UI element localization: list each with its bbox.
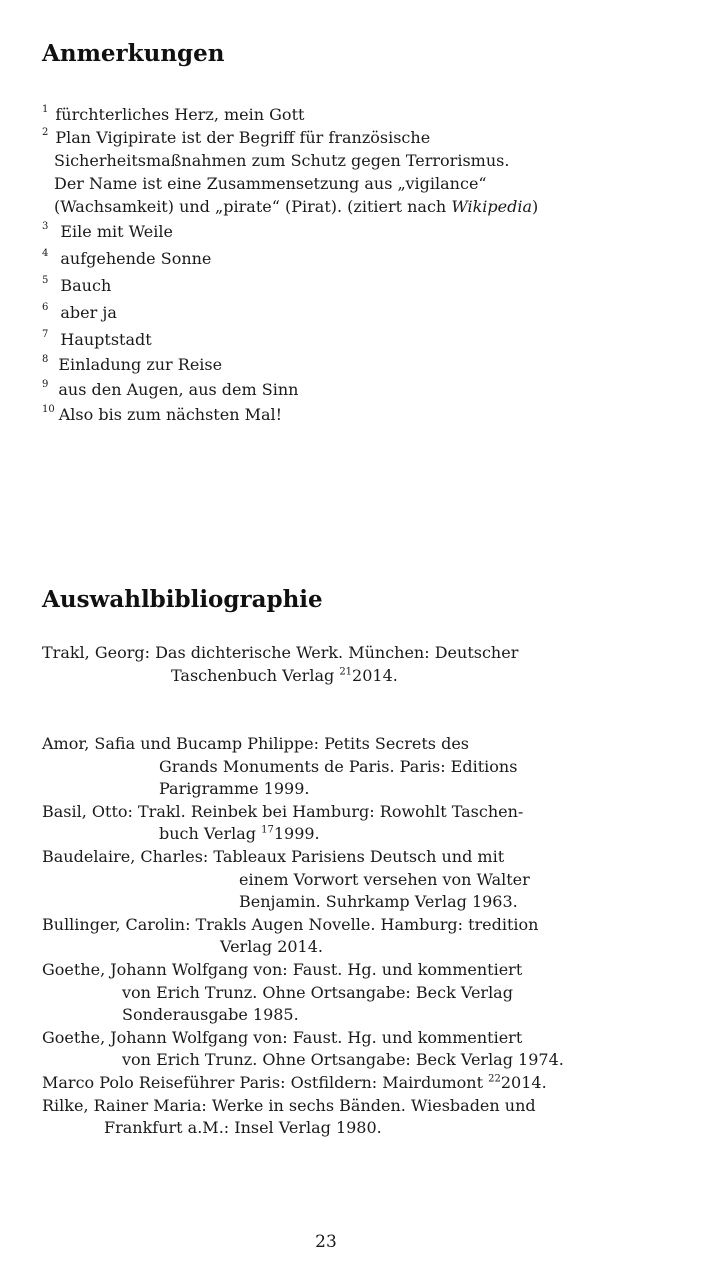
bib-entry-bullinger: [42, 914, 682, 959]
source-name: Wikipedia: [451, 197, 533, 216]
note-6: [42, 301, 682, 324]
bib-text: 2014.: [352, 665, 398, 685]
notes-list: [42, 103, 682, 426]
bib-line: [42, 665, 682, 688]
note-8: [42, 353, 682, 376]
note-10: [42, 403, 682, 426]
bib-line: Rilke, Rainer Maria: Werke in sechs Bänden. Wiesbaden und: [42, 1095, 536, 1115]
note-number: 5: [42, 274, 49, 286]
note-3: [42, 220, 682, 243]
note-7: [42, 328, 682, 351]
edition-number: 22: [488, 1073, 501, 1085]
bib-line: Amor, Safia und Bucamp Philippe: Petits Secrets des: [42, 734, 470, 753]
note-text: Also bis zum nächsten Mal!: [58, 405, 283, 424]
note-9: [42, 378, 682, 401]
bib-line: Bullinger, Carolin: Trakls Augen Novelle. Hamburg: tredition: [42, 914, 539, 934]
note-4: [42, 247, 682, 270]
note-text: Der Name ist eine Zusammensetzung aus „vigilance“: [54, 174, 487, 193]
bib-line: Frankfurt a.M.: Insel Verlag 1980.: [104, 1118, 382, 1138]
note-text: aus den Augen, aus dem Sinn: [58, 380, 299, 399]
bib-entry-goethe-1985: [42, 959, 682, 1027]
bib-line: Grands Monuments de Paris. Paris: Editions: [159, 756, 518, 776]
note-text: Hauptstadt: [60, 330, 152, 349]
bib-text: 2014.: [500, 1072, 547, 1092]
edition-number: 21: [339, 666, 353, 678]
bib-entry-goethe-1974: [42, 1027, 682, 1072]
note-text-part: (Wachsamkeit) und „pirate“ (Pirat). (zitiert nach: [54, 197, 452, 216]
bib-line: [42, 1072, 682, 1095]
bib-line: einem Vorwort versehen von Walter: [239, 869, 530, 889]
note-number: 7: [42, 328, 49, 340]
bib-line: Parigramme 1999.: [159, 779, 310, 799]
bib-line: Trakl, Georg: Das dichterische Werk. München: Deutscher: [42, 643, 519, 662]
note-2: [42, 126, 682, 218]
note-text: aufgehende Sonne: [60, 249, 212, 268]
bib-line: von Erich Trunz. Ohne Ortsangabe: Beck Verlag 1974.: [122, 1050, 564, 1070]
note-text: Bauch: [60, 276, 112, 295]
bib-text: Marco Polo Reiseführer Paris: Ostfildern: Mairdumont: [42, 1072, 489, 1092]
bib-line: Verlag 2014.: [220, 937, 323, 957]
bib-entry-amor: [42, 733, 682, 801]
edition-number: 17: [261, 825, 274, 837]
note-number: 10: [42, 403, 55, 415]
bib-text: 1999.: [273, 824, 320, 844]
note-number: 8: [42, 353, 49, 365]
note-number: 9: [42, 378, 49, 390]
secondary-sources: [42, 733, 682, 1140]
note-text-part: ): [532, 197, 539, 216]
bib-line: Baudelaire, Charles: Tableaux Parisiens Deutsch und mit: [42, 846, 505, 866]
bib-line: Basil, Otto: Trakl. Reinbek bei Hamburg: Rowohlt Taschen-: [42, 801, 524, 821]
note-number: 6: [42, 301, 49, 313]
bib-entry-rilke: [42, 1095, 682, 1140]
bib-entry-marco-polo: [42, 1072, 682, 1095]
note-text: Eile mit Weile: [60, 222, 173, 241]
bib-line: Goethe, Johann Wolfgang von: Faust. Hg. und kommentiert: [42, 1027, 523, 1047]
note-number: 4: [42, 247, 49, 259]
note-1: [42, 103, 682, 126]
bib-text: Taschenbuch Verlag: [171, 665, 340, 685]
bib-line: [42, 823, 682, 846]
note-5: [42, 274, 682, 297]
bib-entry-baudelaire: [42, 846, 682, 914]
bib-text: buch Verlag: [159, 824, 262, 844]
note-number: 1: [42, 103, 49, 115]
note-text: Plan Vigipirate ist der Begriff für französische: [55, 128, 431, 147]
note-number: 2: [42, 126, 49, 138]
notes-heading: Anmerkungen: [42, 40, 225, 67]
note-text: Einladung zur Reise: [58, 355, 223, 374]
bib-entry-basil: [42, 801, 682, 846]
note-text: [42, 195, 682, 218]
bib-line: Benjamin. Suhrkamp Verlag 1963.: [239, 892, 518, 912]
note-number: 3: [42, 220, 49, 232]
page-number: 23: [315, 1232, 337, 1252]
note-text: aber ja: [60, 303, 117, 322]
bib-line: von Erich Trunz. Ohne Ortsangabe: Beck Verlag: [122, 982, 513, 1002]
note-text: Sicherheitsmaßnahmen zum Schutz gegen Terrorismus.: [54, 151, 510, 170]
bibliography-heading: Auswahlbibliographie: [42, 586, 323, 613]
note-text: fürchterliches Herz, mein Gott: [55, 105, 305, 124]
bib-line: Goethe, Johann Wolfgang von: Faust. Hg. und kommentiert: [42, 959, 523, 979]
bib-line: Sonderausgabe 1985.: [122, 1005, 299, 1025]
bib-entry-trakl: [42, 642, 682, 687]
primary-source: [42, 642, 682, 687]
